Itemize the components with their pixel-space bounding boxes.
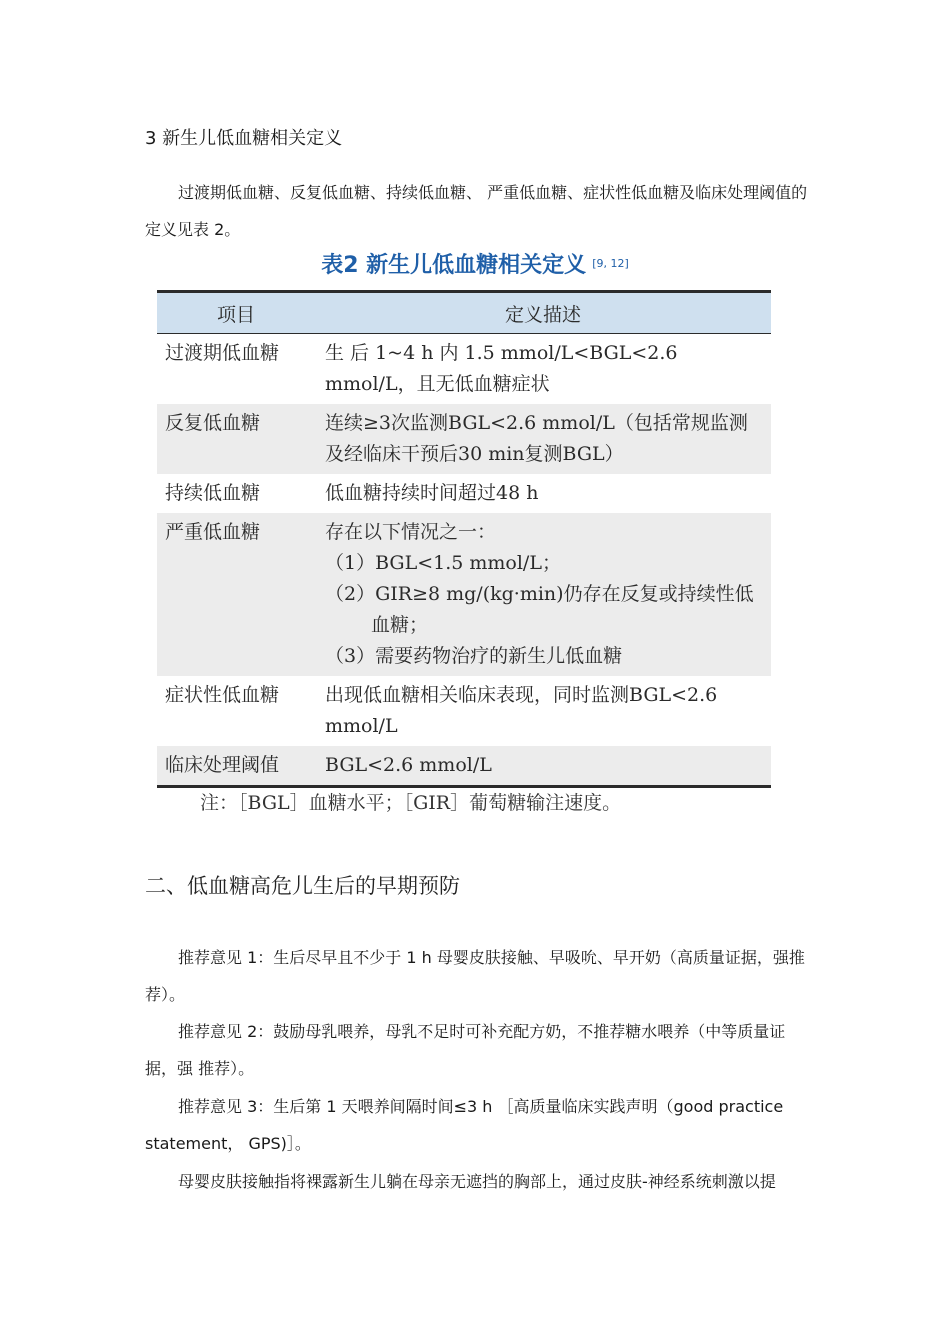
row-term: 反复低血糖 — [157, 404, 315, 474]
definitions-table — [157, 290, 771, 788]
row-term: 过渡期低血糖 — [165, 342, 280, 364]
description-line: （3）需要药物治疗的新生儿低血糖 — [325, 645, 623, 667]
recommendation-1: 推荐意见 1：生后尽早且不少于 1 h 母婴皮肤接触、早吸吮、早开奶（高质量证据，强推荐）。 — [145, 948, 805, 1004]
section-heading-prevention: 二、低血糖高危儿生后的早期预防 — [145, 874, 460, 898]
row-description: 生 后 1~4 h 内 1.5 mmol/L<BGL<2.6 mmol/L，且无低血糖症状 — [325, 342, 678, 395]
description-line: （1）BGL<1.5 mmol/L； — [325, 552, 561, 574]
definitions-paragraph: 过渡期低血糖、反复低血糖、持续低血糖、 严重低血糖、症状性低血糖及临床处理阈值的定义见表 2。 — [145, 183, 808, 239]
row-description: 连续≥3次监测BGL<2.6 mmol/L（包括常规监测及经临床干预后30 min复测BGL） — [315, 404, 771, 474]
section-heading-definitions: 3 新生儿低血糖相关定义 — [145, 128, 343, 149]
row-description: BGL<2.6 mmol/L — [315, 746, 771, 787]
row-description: 低血糖持续时间超过48 h — [325, 482, 539, 504]
table-header-description: 定义描述 — [315, 292, 771, 334]
table-note: 注：［BGL］血糖水平；［GIR］葡萄糖输注速度。 — [200, 792, 622, 814]
table-row — [157, 676, 771, 746]
table-citation: [9, 12] — [592, 257, 629, 270]
row-term: 持续低血糖 — [165, 482, 261, 504]
table-row — [157, 746, 771, 787]
row-term: 临床处理阈值 — [157, 746, 315, 787]
table-header-item: 项目 — [157, 292, 315, 334]
recommendation-3: 推荐意见 3：生后第 1 天喂养间隔时间≤3 h ［高质量临床实践声明（good practice statement， GPS)］。 — [145, 1097, 784, 1153]
row-term: 症状性低血糖 — [165, 684, 280, 706]
table-row — [157, 334, 771, 405]
table-row — [157, 474, 771, 513]
skin-contact-paragraph: 母婴皮肤接触指将裸露新生儿躺在母亲无遮挡的胸部上，通过皮肤-神经系统刺激以提 — [178, 1172, 776, 1191]
row-description: 出现低血糖相关临床表现，同时监测BGL<2.6 mmol/L — [325, 684, 718, 737]
row-description — [315, 513, 771, 676]
description-line: （2）GIR≥8 mg/(kg·min)仍存在反复或持续性低血糖； — [325, 583, 754, 636]
table-row — [157, 513, 771, 676]
table-title-text: 表2 新生儿低血糖相关定义 — [321, 253, 587, 278]
recommendation-2: 推荐意见 2：鼓励母乳喂养，母乳不足时可补充配方奶，不推荐糖水喂养（中等质量证据，强 推荐）。 — [145, 1022, 786, 1078]
table-row — [157, 404, 771, 474]
row-term: 严重低血糖 — [157, 513, 315, 676]
table-title — [0, 248, 950, 284]
description-line: 存在以下情况之一： — [325, 521, 497, 543]
